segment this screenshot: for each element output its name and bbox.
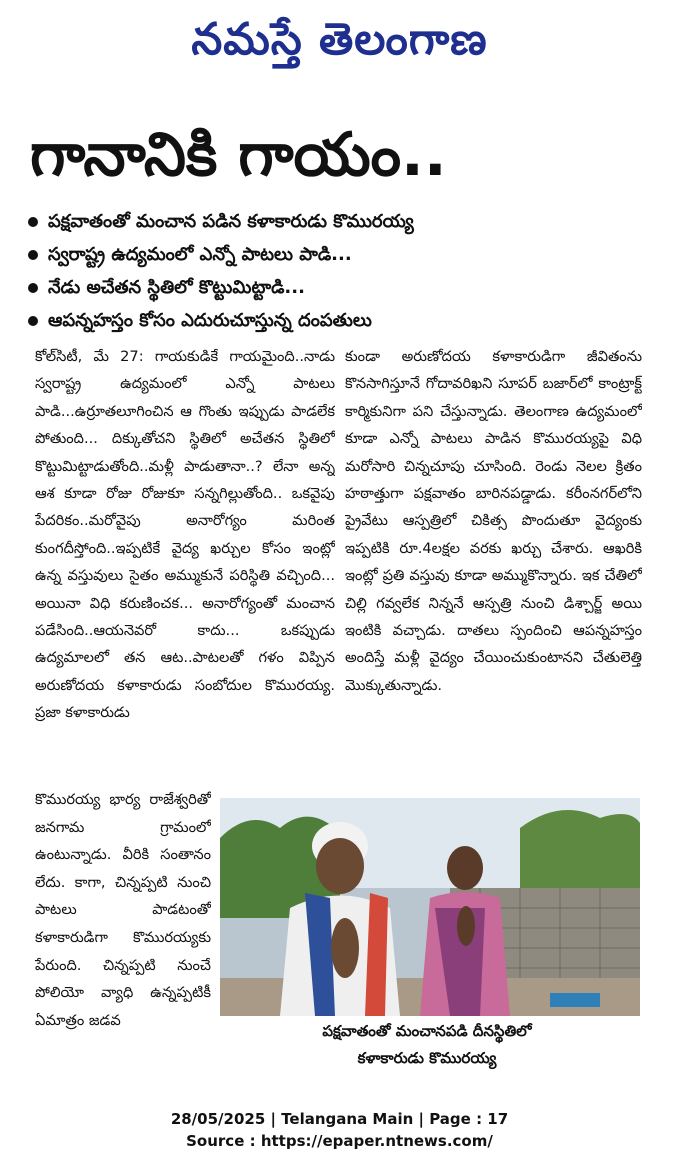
caption-line: పక్షవాతంతో మంచానపడి దీనస్థితిలో	[322, 1022, 532, 1040]
photo-caption	[222, 1018, 632, 1072]
article-highlights	[28, 205, 648, 337]
article-photo	[220, 798, 640, 1016]
bullet-icon	[28, 283, 38, 293]
article-paragraph: కుండా అరుణోదయ కళాకారుడిగా జీవితంను కొనసాగిస్తూనే గోదావరిఖని సూపర్ బజార్‌లో కాంట్రాక్ట్ కార్మికునిగా పని చేస్తున్నాడు. తెలంగాణ ఉద్యమంలో కూడా ఎన్నో పాటలు పాడిన కొమురయ్యపై విధి మరోసారి చిన్నచూపు చూసింది. రెండు నెలల క్రితం హఠాత్తుగా పక్షవాతం బారినపడ్డాడు. కరీంనగర్‌లోని ప్రైవేటు ఆస్పత్రిలో చికిత్స పొందుతూ వైద్యంకు ఇప్పటికి రూ.4లక్షల వరకు ఖర్చు చేశారు. ఆఖరికి ఇంట్లో ప్రతి వస్తువు కూడా అమ్ముకొన్నారు. ఇక చేతిలో చిల్లి గవ్వలేక నిన్ననే ఆస్పత్రి నుంచి డిశ్చార్జ్ అయి ఇంటికి వచ్చాడు. దాతలు స్పందించి ఆపన్నహస్తం అందిస్తే మళ్లీ వైద్యం చేయించుకుంటానని చేతులెత్తి మొక్కుతున్నాడు.	[345, 348, 642, 694]
highlight-item: స్వరాష్ట్ర ఉద్యమంలో ఎన్నో పాటలు పాడి...	[28, 238, 648, 271]
footer-date-edition: 28/05/2025 | Telangana Main | Page : 17	[170, 1110, 509, 1128]
bullet-icon	[28, 250, 38, 260]
article-paragraph: కోల్‌సిటీ, మే 27: గాయకుడికే గాయమైంది..నాడు స్వరాష్ట్ర ఉద్యమంలో ఎన్నో పాటలు పాడి...ఉర్రూతలూగించిన ఆ గొంతు ఇప్పుడు పాడలేక పోతుంది... దిక్కుతోచని స్థితిలో అచేతన స్థితిలో కొట్టుమిట్టాడుతోంది..మళ్లీ పాడుతానా..? లేనా అన్న ఆశ కూడా రోజు రోజుకూ సన్నగిల్లుతోంది.. ఒకవైపు పేదరికం..మరోవైపు అనారోగ్యం మరింత కుంగదీస్తోంది..ఇప్పటికే వైద్య ఖర్చుల కోసం ఇంట్లో ఉన్న వస్తువులు సైతం అమ్ముకునే పరిస్థితి వచ్చింది... అయినా విధి కరుణించక... అనారోగ్యంతో మంచాన పడేసింది..ఆయనెవరో కాదు... ఒకప్పుడు ఉద్యమాలలో తన ఆట..పాటలతో గళం విప్పిన అరుణోదయ కళాకారుడు సంబోదుల కొమురయ్య. ప్రజా కళాకారుడు	[35, 348, 335, 722]
article-body-left-column	[35, 343, 335, 783]
article-headline: గానానికి గాయం..	[30, 120, 447, 190]
highlight-item: పక్షవాతంతో మంచాన పడిన కళాకారుడు కొమురయ్య	[28, 205, 648, 238]
photo-illustration	[220, 798, 640, 1016]
highlight-item: నేడు అచేతన స్థితిలో కొట్టుమిట్టాడి...	[28, 271, 648, 304]
newspaper-masthead	[0, 4, 679, 76]
caption-line: కళాకారుడు కొమురయ్య	[357, 1049, 497, 1067]
masthead-title: నమస్తే తెలంగాణ	[191, 14, 488, 65]
bullet-icon	[28, 217, 38, 227]
highlight-item: ఆపన్నహస్తం కోసం ఎదురుచూస్తున్న దంపతులు	[28, 304, 648, 337]
article-body-right-column	[345, 343, 642, 785]
bullet-icon	[28, 316, 38, 326]
article-paragraph: కొమురయ్య భార్య రాజేశ్వరితో జనగామ గ్రామంలో ఉంటున్నాడు. వీరికి సంతానం లేదు. కాగా, చిన్నప్పటి నుంచి పాటలు పాడటంతో కళాకారుడిగా కొమురయ్యకు పేరుంది. చిన్నప్పటి నుంచే పోలియో వ్యాధి ఉన్నప్పటికీ ఏమాత్రం జడవ	[35, 791, 211, 1029]
page-footer	[0, 1108, 679, 1152]
footer-source: Source : https://epaper.ntnews.com/	[186, 1132, 493, 1150]
article-body-left-bottom	[35, 786, 211, 1066]
